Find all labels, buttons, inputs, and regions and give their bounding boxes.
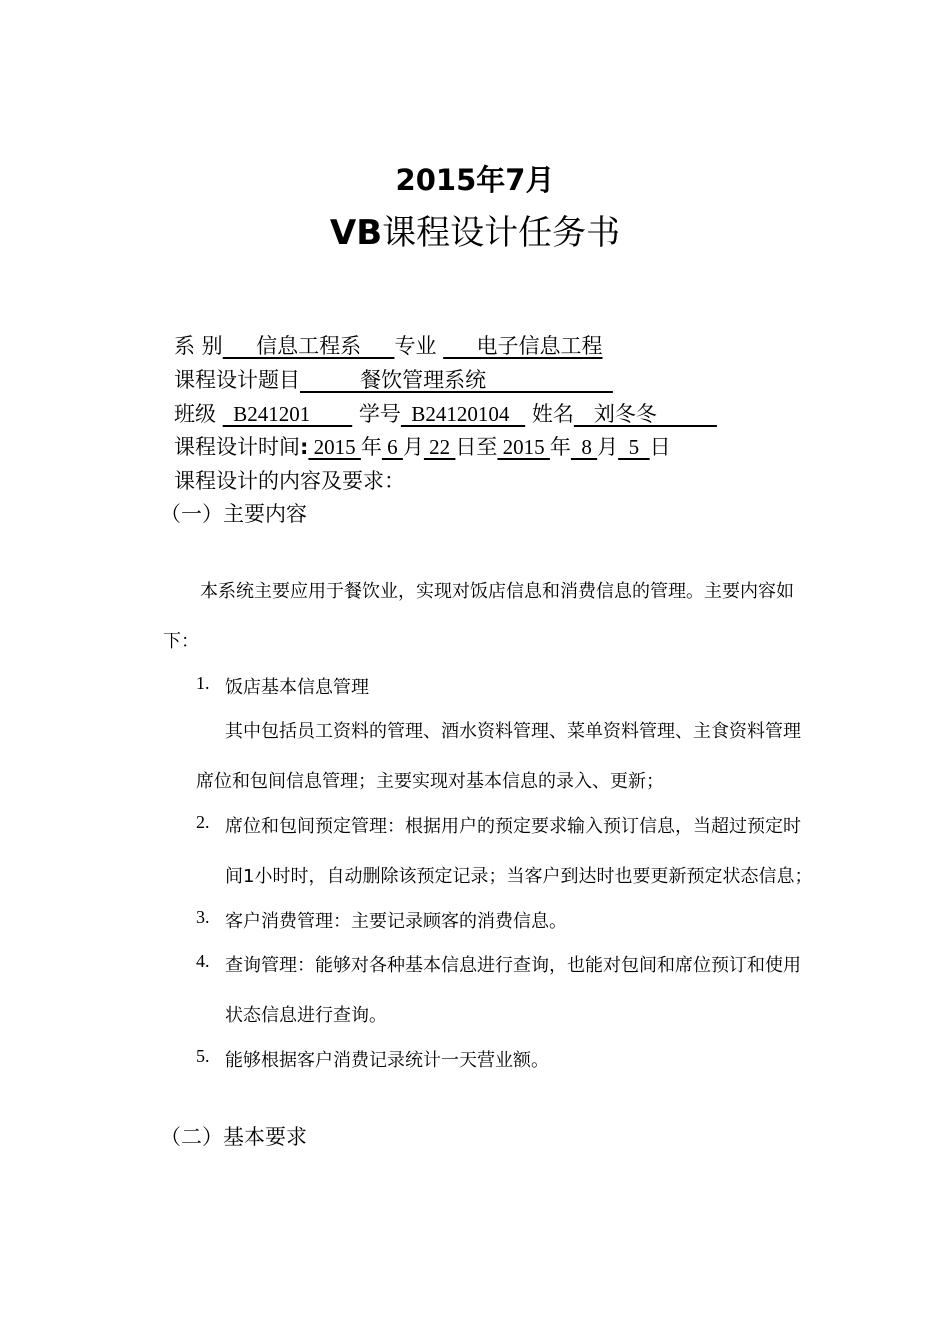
topic-line xyxy=(174,364,613,394)
list-item-number: 1. xyxy=(196,673,210,693)
list-item-text-continued: 间1小时时，自动删除该预定记录；当客户到达时也要更新预定状态信息； xyxy=(225,866,813,887)
start-month: 6 xyxy=(381,435,403,459)
end-day: 5 xyxy=(618,435,650,459)
list-item-text: 客户消费管理：主要记录顾客的消费信息。 xyxy=(225,911,567,932)
major-label: 专业 xyxy=(394,334,437,358)
topic-value: 餐饮管理系统 xyxy=(300,368,613,392)
document-date: 2015年7月 xyxy=(395,163,555,197)
list-item-number: 5. xyxy=(196,1046,210,1066)
item-1-detail-line-1: 其中包括员工资料的管理、酒水资料管理、菜单资料管理、主食资料管理 xyxy=(225,721,801,742)
list-item-text: 查询管理：能够对各种基本信息进行查询，也能对包间和席位预订和使用 xyxy=(225,955,801,976)
item-1-detail-line-2: 席位和包间信息管理；主要实现对基本信息的录入、更新； xyxy=(196,771,664,792)
title-text: 课程设计任务书 xyxy=(382,213,621,253)
topic-label: 课程设计题目 xyxy=(174,368,300,392)
list-item-text: 席位和包间预定管理：根据用户的预定要求输入预订信息，当超过预定时 xyxy=(225,816,801,837)
year-char-1: 年 xyxy=(360,435,382,459)
list-item-text: 能够根据客户消费记录统计一天营业额。 xyxy=(225,1050,549,1071)
class-label: 班级 xyxy=(174,402,216,426)
title-prefix: VB xyxy=(329,213,383,253)
start-day: 22 xyxy=(423,435,456,459)
month-char-1: 月 xyxy=(402,435,424,459)
class-value: B241201 xyxy=(222,402,353,426)
dept-major-line xyxy=(174,330,603,360)
name-value: 刘冬冬 xyxy=(573,402,717,426)
section-2-heading: （二）基本要求 xyxy=(160,1125,307,1149)
list-item-text: 饭店基本信息管理 xyxy=(225,677,369,698)
year-char-2: 年 xyxy=(549,435,571,459)
list-item-number: 2. xyxy=(196,812,210,832)
student-id-value: B24120104 xyxy=(400,402,526,426)
start-year: 2015 xyxy=(308,435,361,459)
document-title xyxy=(0,205,950,254)
list-item-number: 3. xyxy=(196,907,210,927)
name-label: 姓名 xyxy=(531,402,574,426)
day-to: 日至 xyxy=(455,435,498,459)
major-value: 电子信息工程 xyxy=(443,334,603,358)
time-label: 课程设计时间 xyxy=(174,435,300,459)
dept-label: 系 别 xyxy=(174,334,223,358)
time-colon: : xyxy=(300,435,309,459)
intro-paragraph-line-2: 下： xyxy=(163,631,199,652)
end-year: 2015 xyxy=(497,435,550,459)
dept-value: 信息工程系 xyxy=(222,334,395,358)
time-line xyxy=(174,431,671,461)
section-1-heading: （一）主要内容 xyxy=(160,502,307,526)
end-month: 8 xyxy=(570,435,598,459)
day-char-2: 日 xyxy=(649,435,671,459)
list-item-number: 4. xyxy=(196,951,210,971)
month-char-2: 月 xyxy=(597,435,619,459)
content-requirements-label: 课程设计的内容及要求： xyxy=(174,469,405,493)
student-id-label: 学号 xyxy=(358,402,401,426)
list-item-text-continued: 状态信息进行查询。 xyxy=(225,1005,387,1026)
class-id-name-line xyxy=(174,398,717,428)
intro-paragraph-line-1: 本系统主要应用于餐饮业，实现对饭店信息和消费信息的管理。主要内容如 xyxy=(200,581,794,602)
